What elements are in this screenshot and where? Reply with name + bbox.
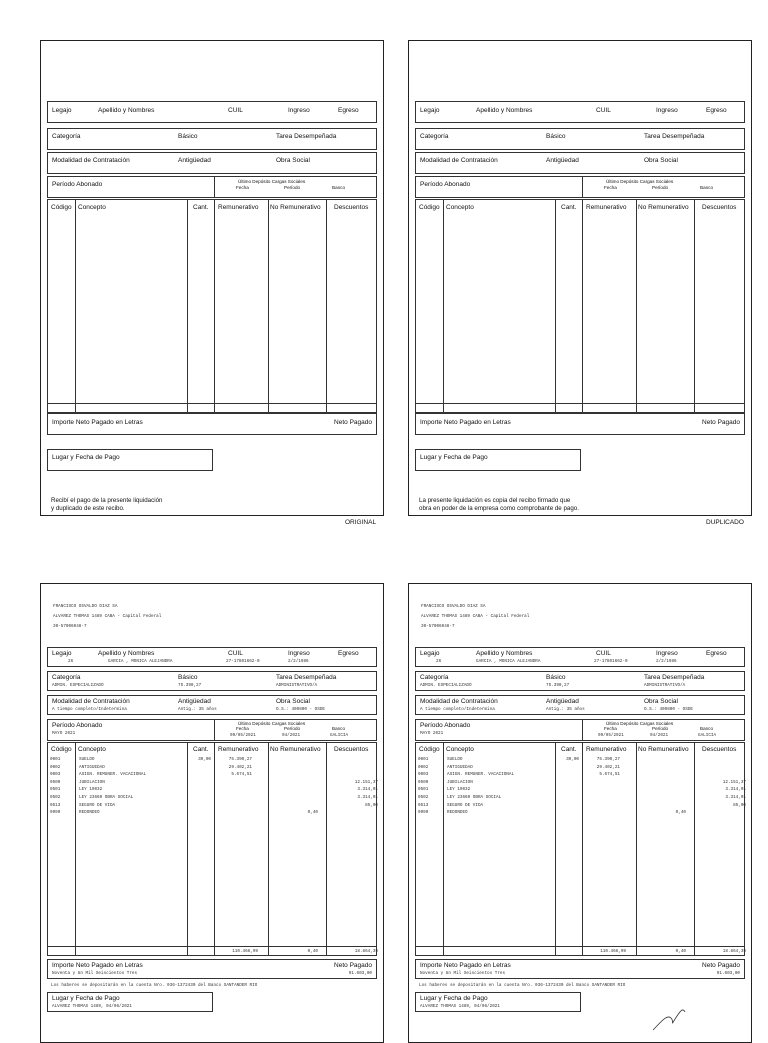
label-descuentos: Descuentos (334, 204, 369, 211)
item-codigo: 0001 (50, 757, 61, 762)
item-rem (214, 810, 252, 818)
value-neto-letras: Noventa y Un Mil Seiscientos Tres (420, 971, 506, 976)
value-dep-banco: GALICIA (330, 733, 349, 738)
value-basico: 75.390,27 (546, 683, 570, 688)
label-ingreso: Ingreso (288, 650, 310, 657)
label-banco: Banco (700, 185, 714, 190)
item-rem: 29.402,21 (596, 764, 620, 770)
filled-slip-duplicado (408, 583, 752, 1043)
item-cant (187, 810, 211, 818)
label-modalidad: Modalidad de Contratación (52, 157, 130, 164)
value-obra-social: O.S.: 400800 - OSDE (276, 707, 325, 712)
neto-row (47, 413, 377, 435)
label-remunerativo: Remunerativo (586, 204, 627, 211)
value-lugar-fecha: ALVAREZ THOMAS 1489, 04/06/2021 (52, 1004, 132, 1009)
header-row-categoria (415, 671, 745, 691)
header-row-periodo (47, 176, 377, 198)
item-norem (268, 787, 318, 795)
item-rem (582, 780, 620, 788)
label-importe-letras: Importe Neto Pagado en Letras (420, 962, 511, 969)
label-egreso: Egreso (706, 107, 727, 114)
label-periodo-col: Período (652, 185, 669, 190)
value-obra-social: O.S.: 400800 - OSDE (644, 707, 693, 712)
item-desc (326, 765, 378, 773)
item-rem (582, 803, 620, 811)
label-modalidad: Modalidad de Contratación (420, 157, 498, 164)
item-norem (636, 772, 686, 780)
item-concepto: JUBILACION (79, 779, 105, 785)
item-norem (268, 795, 318, 803)
item-desc: 3.314,01 (357, 787, 378, 793)
item-codigo: 0500 (50, 779, 61, 785)
value-legajo: 26 (436, 659, 442, 664)
item-norem (636, 803, 686, 811)
label-cuil: CUIL (596, 650, 611, 657)
label-no-remunerativo: No Remunerativo (638, 746, 689, 753)
caption-duplicado: DUPLICADO (706, 519, 744, 526)
value-ingreso: 2/2/1986 (288, 659, 309, 664)
item-desc (694, 810, 746, 818)
label-obra-social: Obra Social (644, 157, 678, 164)
item-codigo: 0999 (418, 810, 429, 816)
label-codigo: Código (419, 204, 440, 211)
label-apellido: Apellido y Nombres (476, 650, 533, 657)
column-no-remunerativo (636, 757, 686, 818)
neto-row (415, 413, 745, 435)
item-rem (582, 810, 620, 818)
value-modalidad: A tiempo completo/Indetermina (52, 707, 127, 712)
label-legajo: Legajo (420, 650, 440, 657)
label-basico: Básico (546, 133, 566, 140)
label-modalidad: Modalidad de Contratación (52, 698, 130, 705)
label-remunerativo: Remunerativo (218, 746, 259, 753)
company-address: ALVAREZ THOMAS 1489 CABA - Capital Federal (421, 614, 530, 619)
item-rem: 29.402,21 (228, 764, 252, 770)
label-concepto: Concepto (446, 746, 474, 753)
item-concepto: REDONDEO (447, 810, 468, 816)
receipt-note-line-1: Recibí el pago de la presente liquidación (51, 497, 163, 504)
label-importe-letras: Importe Neto Pagado en Letras (420, 419, 511, 426)
deposit-note: Los haberes se depositarán en la cuenta Nro. 036-1372430 del Banco SANTANDER RIO (51, 983, 258, 988)
header-row-modalidad (47, 695, 377, 715)
signature-scribble (649, 1004, 699, 1034)
label-lugar-fecha: Lugar y Fecha de Pago (52, 454, 120, 461)
item-norem (636, 757, 686, 765)
header-row-legajo (47, 647, 377, 667)
header-row-categoria (47, 671, 377, 691)
items-table (47, 742, 377, 956)
label-concepto: Concepto (446, 204, 474, 211)
item-norem (268, 803, 318, 811)
header-row-modalidad (415, 695, 745, 715)
label-remunerativo: Remunerativo (586, 746, 627, 753)
item-cant (555, 803, 579, 811)
item-desc: 12.151,37 (354, 779, 378, 785)
label-lugar-fecha: Lugar y Fecha de Pago (52, 995, 120, 1002)
item-norem (636, 765, 686, 773)
item-cant (555, 772, 579, 780)
label-periodo-col: Período (652, 726, 669, 731)
label-legajo: Legajo (420, 107, 440, 114)
label-lugar-fecha: Lugar y Fecha de Pago (420, 454, 488, 461)
item-cant: 30,00 (566, 757, 579, 762)
items-table (415, 742, 745, 956)
value-tarea: ADMINISTRATIVO/A (644, 683, 686, 688)
value-nombre: GARCIA , MONICA ALEJANDRA (476, 659, 541, 664)
label-tarea: Tarea Desempeñada (644, 133, 705, 140)
value-dep-periodo: 04/2021 (282, 733, 301, 738)
value-neto-pagado: 91.603,00 (348, 971, 372, 976)
label-antiguedad: Antigüedad (546, 698, 579, 705)
label-antiguedad: Antigüedad (546, 157, 579, 164)
item-rem (214, 787, 252, 795)
label-cant: Cant. (193, 746, 209, 753)
items-table (415, 199, 745, 413)
item-norem (636, 787, 686, 795)
item-rem (582, 787, 620, 795)
label-cuil: CUIL (596, 107, 611, 114)
item-cant (187, 765, 211, 773)
neto-row (47, 959, 377, 979)
value-categoria: ADMIN. ESPECIALIZADO (52, 683, 104, 688)
label-categoria: Categoría (420, 133, 449, 140)
total-descuentos: 18.864,39 (354, 949, 378, 954)
item-concepto: SEGURO DE VIDA (447, 802, 484, 808)
item-norem (268, 780, 318, 788)
item-desc: 3.314,01 (725, 794, 746, 800)
item-desc: 3.314,01 (725, 787, 746, 793)
item-cant: 30,00 (198, 757, 211, 762)
value-nombre: GARCIA , MONICA ALEJANDRA (108, 659, 173, 664)
header-row-legajo (415, 101, 745, 123)
label-concepto: Concepto (78, 746, 106, 753)
item-cant (187, 795, 211, 803)
item-codigo: 0001 (418, 757, 429, 762)
blank-slip-duplicado (408, 40, 752, 516)
label-fecha: Fecha (604, 726, 617, 731)
item-codigo: 0513 (50, 802, 61, 808)
copy-note (419, 497, 579, 512)
item-cant (187, 803, 211, 811)
label-egreso: Egreso (338, 107, 359, 114)
receipt-note-line-2: y duplicado de este recibo. (51, 504, 125, 512)
item-norem: 0,40 (307, 810, 318, 816)
label-no-remunerativo: No Remunerativo (270, 204, 321, 211)
label-remunerativo: Remunerativo (218, 204, 259, 211)
item-codigo: 0501 (418, 787, 429, 793)
lugar-fecha-box (415, 992, 581, 1012)
label-obra-social: Obra Social (276, 157, 310, 164)
header-row-legajo (47, 101, 377, 123)
label-lugar-fecha: Lugar y Fecha de Pago (420, 995, 488, 1002)
item-rem: 75.390,27 (228, 757, 252, 762)
label-periodo-col: Período (284, 726, 301, 731)
value-dep-banco: GALICIA (698, 733, 717, 738)
label-egreso: Egreso (338, 650, 359, 657)
item-norem (268, 765, 318, 773)
label-neto-pagado: Neto Pagado (702, 419, 740, 426)
label-categoria: Categoría (420, 674, 449, 681)
value-basico: 75.390,27 (178, 683, 202, 688)
item-codigo: 0513 (418, 802, 429, 808)
item-norem (268, 772, 318, 780)
deposit-note: Los haberes se depositarán en la cuenta Nro. 036-1372430 del Banco SANTANDER RIO (419, 983, 626, 988)
company-name: FRANCISCO OSVALDO DIAZ SA (421, 604, 486, 609)
label-codigo: Código (51, 746, 72, 753)
column-codigo (50, 757, 60, 818)
column-concepto (447, 757, 514, 818)
item-desc (326, 810, 378, 818)
label-apellido: Apellido y Nombres (98, 107, 155, 114)
items-table (47, 199, 377, 413)
header-row-modalidad (47, 152, 377, 174)
label-tarea: Tarea Desempeñada (276, 674, 337, 681)
label-fecha: Fecha (236, 185, 249, 190)
lugar-fecha-box (415, 449, 581, 471)
item-norem: 0,40 (675, 810, 686, 816)
label-periodo: Período Abonado (420, 181, 471, 188)
value-cuil: 27-17801662-0 (594, 659, 628, 664)
label-cant: Cant. (561, 204, 577, 211)
item-concepto: ANTIGUEDAD (447, 764, 473, 770)
label-tarea: Tarea Desempeñada (644, 674, 705, 681)
label-importe-letras: Importe Neto Pagado en Letras (52, 419, 143, 426)
value-modalidad: A tiempo completo/Indetermina (420, 707, 495, 712)
caption-original: ORIGINAL (345, 519, 377, 526)
label-banco: Banco (700, 726, 714, 731)
blank-slip-original (40, 40, 384, 516)
company-address: ALVAREZ THOMAS 1489 CABA - Capital Federal (53, 614, 162, 619)
total-descuentos: 18.864,39 (722, 949, 746, 954)
company-cuit: 30-57006048-7 (421, 624, 455, 629)
item-cant (555, 780, 579, 788)
total-no-remunerativo: 0,40 (675, 949, 686, 954)
item-rem (214, 795, 252, 803)
value-dep-periodo: 04/2021 (650, 733, 669, 738)
value-antiguedad: Antig.: 35 años (546, 707, 585, 712)
column-codigo (418, 757, 428, 818)
label-periodo-col: Período (284, 185, 301, 190)
item-codigo: 0002 (50, 764, 61, 770)
label-descuentos: Descuentos (702, 204, 737, 211)
label-antiguedad: Antigüedad (178, 157, 211, 164)
value-categoria: ADMIN. ESPECIALIZADO (420, 683, 472, 688)
copy-note-line-1: La presente liquidación es copia del recibo firmado que (419, 497, 571, 504)
value-cuil: 27-17801662-0 (226, 659, 260, 664)
label-ultimo-deposito: Último Depósito Cargas Sociales (238, 721, 306, 726)
label-categoria: Categoría (52, 133, 81, 140)
label-ultimo-deposito: Último Depósito Cargas Sociales (606, 179, 674, 184)
value-tarea: ADMINISTRATIVO/A (276, 683, 318, 688)
item-concepto: ANTIGUEDAD (79, 764, 105, 770)
item-desc (694, 757, 746, 765)
item-desc (694, 765, 746, 773)
item-concepto: LEY 23660 OBRA SOCIAL (447, 794, 502, 800)
label-obra-social: Obra Social (644, 698, 678, 705)
item-cant (187, 787, 211, 795)
total-remunerativo: 110.466,99 (600, 949, 626, 954)
label-importe-letras: Importe Neto Pagado en Letras (52, 962, 143, 969)
item-cant (555, 787, 579, 795)
value-legajo: 26 (68, 659, 74, 664)
label-periodo: Período Abonado (52, 722, 103, 729)
value-ingreso: 2/2/1986 (656, 659, 677, 664)
item-cant (187, 780, 211, 788)
value-neto-letras: Noventa y Un Mil Seiscientos Tres (52, 971, 138, 976)
item-desc (694, 772, 746, 780)
item-concepto: LEY 19032 (79, 787, 103, 793)
item-concepto: ASIGN. REMUNER. VACACIONAL (447, 772, 515, 778)
item-rem: 5.674,51 (231, 772, 252, 778)
item-cant (555, 795, 579, 803)
label-cuil: CUIL (228, 650, 243, 657)
value-lugar-fecha: ALVAREZ THOMAS 1489, 04/06/2021 (420, 1004, 500, 1009)
column-descuentos (326, 757, 378, 818)
label-ultimo-deposito: Último Depósito Cargas Sociales (606, 721, 674, 726)
item-codigo: 0002 (418, 764, 429, 770)
label-periodo: Período Abonado (420, 722, 471, 729)
item-codigo: 0003 (50, 772, 61, 778)
label-neto-pagado: Neto Pagado (334, 962, 372, 969)
item-concepto: SEGURO DE VIDA (79, 802, 116, 808)
item-norem (636, 780, 686, 788)
label-no-remunerativo: No Remunerativo (270, 746, 321, 753)
header-row-modalidad (415, 152, 745, 174)
label-basico: Básico (546, 674, 566, 681)
item-codigo: 0501 (50, 787, 61, 793)
label-cant: Cant. (193, 204, 209, 211)
item-codigo: 0999 (50, 810, 61, 816)
company-cuit: 30-57006048-7 (53, 624, 87, 629)
label-ingreso: Ingreso (656, 107, 678, 114)
item-norem (636, 795, 686, 803)
lugar-fecha-box (47, 992, 213, 1012)
label-ingreso: Ingreso (656, 650, 678, 657)
item-cant (187, 772, 211, 780)
item-rem (582, 795, 620, 803)
item-desc (326, 772, 378, 780)
value-periodo: MAYO 2021 (52, 731, 76, 736)
label-fecha: Fecha (236, 726, 249, 731)
item-rem (214, 780, 252, 788)
header-row-categoria (415, 128, 745, 150)
value-periodo: MAYO 2021 (420, 731, 444, 736)
label-obra-social: Obra Social (276, 698, 310, 705)
label-banco: Banco (332, 726, 346, 731)
column-descuentos (694, 757, 746, 818)
header-row-legajo (415, 647, 745, 667)
item-concepto: SUELDO (447, 757, 463, 762)
item-rem: 5.674,51 (599, 772, 620, 778)
item-cant (555, 810, 579, 818)
label-categoria: Categoría (52, 674, 81, 681)
label-codigo: Código (419, 746, 440, 753)
column-remunerativo (582, 757, 620, 818)
item-codigo: 0502 (50, 794, 61, 800)
label-tarea: Tarea Desempeñada (276, 133, 337, 140)
item-concepto: JUBILACION (447, 779, 473, 785)
label-fecha: Fecha (604, 185, 617, 190)
label-periodo: Período Abonado (52, 181, 103, 188)
item-norem (268, 757, 318, 765)
label-neto-pagado: Neto Pagado (334, 419, 372, 426)
label-modalidad: Modalidad de Contratación (420, 698, 498, 705)
item-codigo: 0003 (418, 772, 429, 778)
label-descuentos: Descuentos (334, 746, 369, 753)
label-apellido: Apellido y Nombres (476, 107, 533, 114)
header-row-periodo (47, 719, 377, 741)
label-cuil: CUIL (228, 107, 243, 114)
item-cant (555, 765, 579, 773)
item-concepto: SUELDO (79, 757, 95, 762)
column-concepto (79, 757, 146, 818)
total-remunerativo: 110.466,99 (232, 949, 258, 954)
total-no-remunerativo: 0,40 (307, 949, 318, 954)
copy-note-line-2: obra en poder de la empresa como comprobante de pago. (419, 504, 579, 512)
column-cant (187, 757, 211, 818)
label-no-remunerativo: No Remunerativo (638, 204, 689, 211)
label-banco: Banco (332, 185, 346, 190)
item-desc (326, 757, 378, 765)
lugar-fecha-box (47, 449, 213, 471)
label-apellido: Apellido y Nombres (98, 650, 155, 657)
item-concepto: REDONDEO (79, 810, 100, 816)
column-cant (555, 757, 579, 818)
label-antiguedad: Antigüedad (178, 698, 211, 705)
value-neto-pagado: 91.603,00 (716, 971, 740, 976)
item-concepto: LEY 23660 OBRA SOCIAL (79, 794, 134, 800)
column-remunerativo (214, 757, 252, 818)
receipt-note (51, 497, 162, 512)
filled-slip-original (40, 583, 384, 1043)
item-desc: 3.314,01 (357, 794, 378, 800)
header-row-categoria (47, 128, 377, 150)
label-egreso: Egreso (706, 650, 727, 657)
item-concepto: ASIGN. REMUNER. VACACIONAL (79, 772, 147, 778)
item-codigo: 0502 (418, 794, 429, 800)
label-ingreso: Ingreso (288, 107, 310, 114)
label-concepto: Concepto (78, 204, 106, 211)
value-dep-fecha: 09/05/2021 (230, 733, 256, 738)
company-name: FRANCISCO OSVALDO DIAZ SA (53, 604, 118, 609)
label-ultimo-deposito: Último Depósito Cargas Sociales (238, 179, 306, 184)
item-desc: 12.151,37 (722, 779, 746, 785)
label-codigo: Código (51, 204, 72, 211)
item-concepto: LEY 19032 (447, 787, 471, 793)
label-descuentos: Descuentos (702, 746, 737, 753)
item-desc: 85,00 (733, 802, 746, 808)
value-dep-fecha: 09/05/2021 (598, 733, 624, 738)
label-basico: Básico (178, 133, 198, 140)
item-codigo: 0500 (418, 779, 429, 785)
value-antiguedad: Antig.: 35 años (178, 707, 217, 712)
label-cant: Cant. (561, 746, 577, 753)
header-row-periodo (415, 176, 745, 198)
column-no-remunerativo (268, 757, 318, 818)
neto-row (415, 959, 745, 979)
item-desc: 85,00 (365, 802, 378, 808)
header-row-periodo (415, 719, 745, 741)
item-rem (214, 803, 252, 811)
label-legajo: Legajo (52, 650, 72, 657)
item-rem: 75.390,27 (596, 757, 620, 762)
label-legajo: Legajo (52, 107, 72, 114)
label-basico: Básico (178, 674, 198, 681)
label-neto-pagado: Neto Pagado (702, 962, 740, 969)
